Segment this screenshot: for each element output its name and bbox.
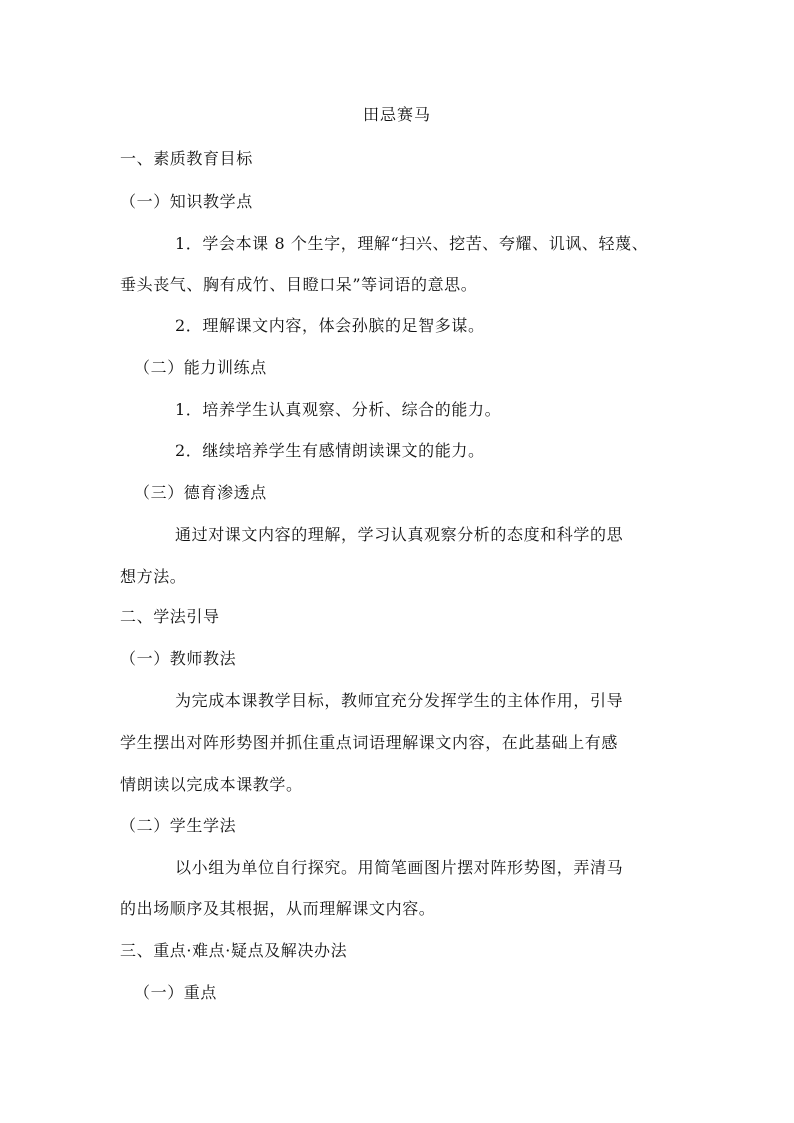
paragraph-line: 想方法。	[120, 567, 187, 586]
paragraph-line: 2．继续培养学生有感情朗读课文的能力。	[175, 441, 485, 460]
paragraph-line: 1．培养学生认真观察、分析、综合的能力。	[175, 400, 502, 419]
paragraph-line: 通过对课文内容的理解，学习认真观察分析的态度和科学的思	[175, 525, 624, 544]
section-heading-1: 一、素质教育目标	[120, 149, 253, 168]
paragraph-line: 垂头丧气、胸有成竹、目瞪口呆”等词语的意思。	[120, 275, 478, 294]
page-title: 田忌赛马	[362, 105, 431, 124]
section-heading-3: 三、重点·难点·疑点及解决办法	[120, 941, 348, 960]
subsection-heading-1-1: （一）知识教学点	[120, 192, 253, 211]
subsection-heading-2-1: （一）教师教法	[120, 649, 237, 668]
subsection-heading-3-1: （一）重点	[134, 983, 218, 1002]
subsection-heading-1-2: （二）能力训练点	[134, 358, 267, 377]
paragraph-line: 为完成本课教学目标，教师宜充分发挥学生的主体作用，引导	[175, 691, 624, 710]
paragraph-line: 1．学会本课 8 个生字，理解“扫兴、挖苦、夸耀、讥讽、轻蔑、	[175, 234, 649, 253]
paragraph-line: 的出场顺序及其根据，从而理解课文内容。	[120, 899, 436, 918]
paragraph-line: 2．理解课文内容，体会孙膑的足智多谋。	[175, 316, 485, 335]
paragraph-line: 以小组为单位自行探究。用简笔画图片摆对阵形势图，弄清马	[175, 858, 624, 877]
subsection-heading-1-3: （三）德育渗透点	[134, 483, 267, 502]
section-heading-2: 二、学法引导	[120, 607, 220, 626]
paragraph-line: 情朗读以完成本课教学。	[120, 775, 303, 794]
subsection-heading-2-2: （二）学生学法	[120, 816, 237, 835]
paragraph-line: 学生摆出对阵形势图并抓住重点词语理解课文内容，在此基础上有感	[120, 733, 619, 752]
